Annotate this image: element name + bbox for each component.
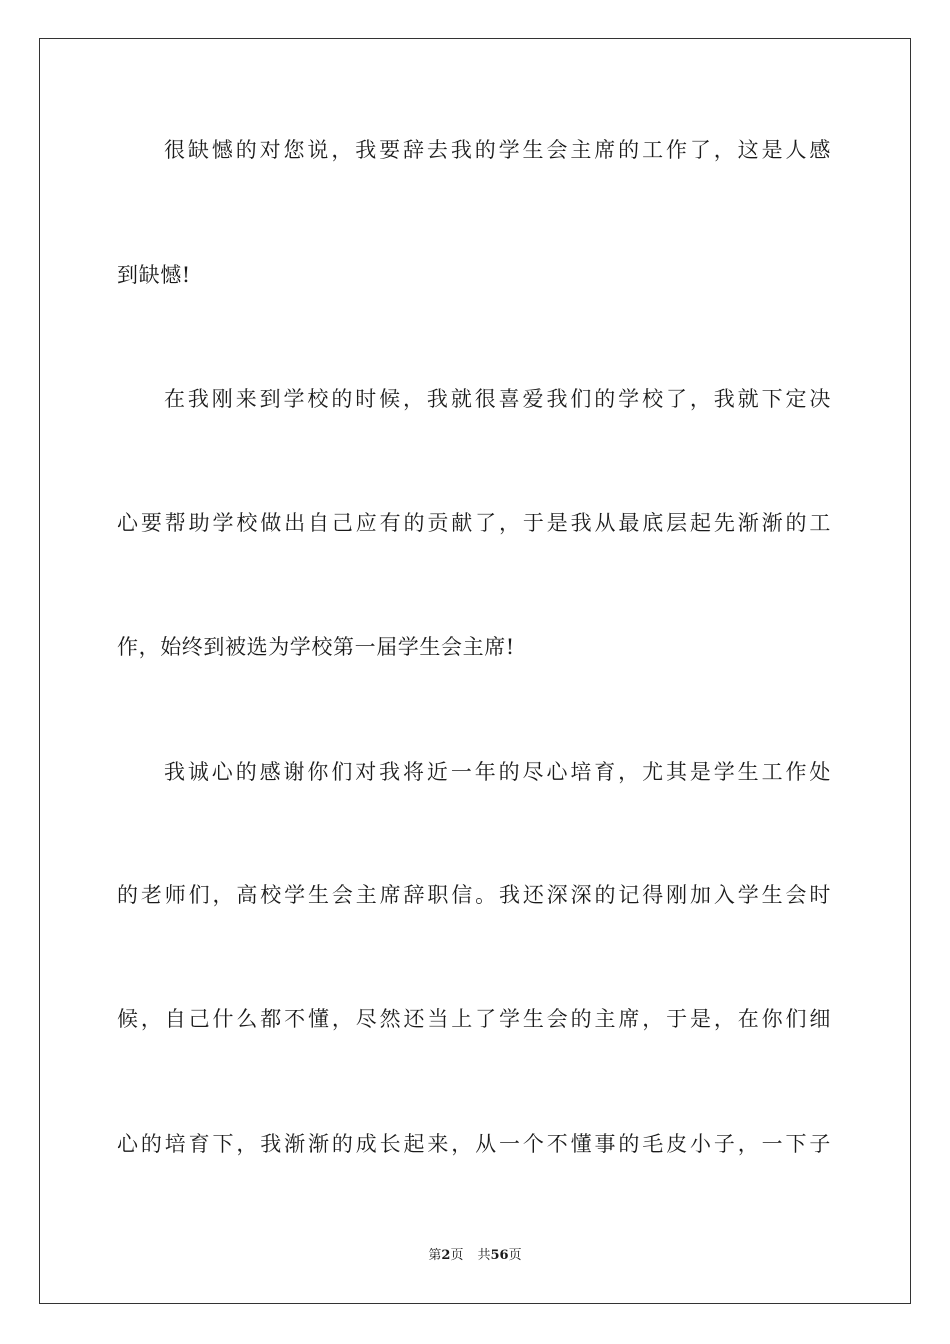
paragraph-3-line-1: 我诚心的感谢你们对我将近一年的尽心培育，尤其是学生工作处 [164,760,831,784]
paragraph-2-line-3: 作，始终到被选为学校第一届学生会主席! [117,635,515,659]
paragraph-1-line-1: 很缺憾的对您说，我要辞去我的学生会主席的工作了，这是人感 [164,138,831,162]
page-footer [0,1247,950,1265]
page-total [477,1248,521,1263]
paragraph-3-line-4: 心的培育下，我渐渐的成长起来，从一个不懂事的毛皮小子，一下子 [117,1132,831,1156]
paragraph-3-line-3: 候，自己什么都不懂，尽然还当上了学生会的主席，于是，在你们细 [117,1007,831,1031]
paragraph-2-line-1: 在我刚来到学校的时候，我就很喜爱我们的学校了，我就下定决 [164,387,831,411]
total-suffix: 页 [508,1248,522,1263]
page-number [428,1248,463,1263]
total-prefix: 共 [477,1248,491,1263]
page-suffix: 页 [450,1248,464,1263]
page-prefix: 第 [428,1248,442,1263]
paragraph-1-line-2: 到缺憾! [117,263,191,287]
total-pages: 56 [490,1248,509,1263]
paragraph-2-line-2: 心要帮助学校做出自己应有的贡献了，于是我从最底层起先渐渐的工 [117,511,831,535]
current-page: 2 [441,1248,451,1263]
page-border [39,38,911,1304]
paragraph-3-line-2: 的老师们，高校学生会主席辞职信。我还深深的记得刚加入学生会时 [117,883,831,907]
